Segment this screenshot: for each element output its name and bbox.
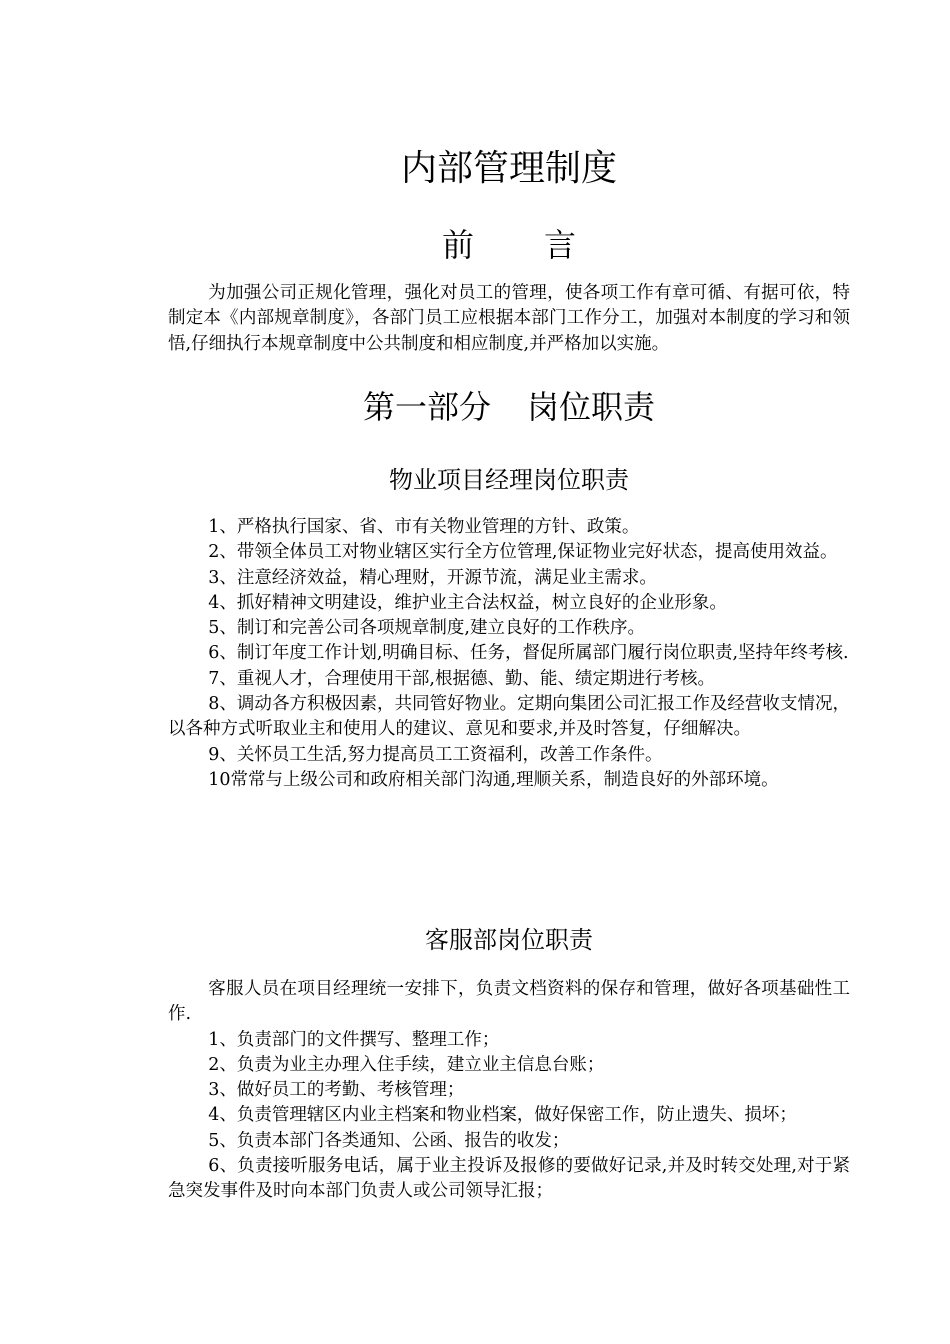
list-item: 2、带领全体员工对物业辖区实行全方位管理,保证物业完好状态，提高使用效益。	[208, 542, 838, 563]
part-one-heading-right: 岗位职责	[527, 388, 656, 426]
service-duty-list	[168, 977, 850, 1205]
list-item: 6、制订年度工作计划,明确目标、任务，督促所属部门履行岗位职责,坚持年终考核.	[208, 643, 849, 664]
list-item: 5、负责本部门各类通知、公函、报告的收发；	[208, 1130, 570, 1151]
list-item: 10常常与上级公司和政府相关部门沟通,理顺关系，制造良好的外部环境。	[208, 769, 779, 790]
preface-heading-left: 前	[441, 226, 474, 264]
document-title: 内部管理制度	[400, 148, 617, 189]
preface-heading-right: 言	[544, 226, 577, 264]
list-item: 1、严格执行国家、省、市有关物业管理的方针、政策。	[208, 517, 640, 537]
list-item: 3、做好员工的考勤、考核管理；	[208, 1080, 465, 1101]
preface-paragraph: 为加强公司正规化管理，强化对员工的管理，使各项工作有章可循、有据可依，特制定本《内部规章制度》，各部门员工应根据本部门工作分工，加强对本制度的学习和领悟,仔细执行本规章制度中公共制度和相应制度,并严格加以实施。	[168, 283, 850, 354]
list-item: 8、调动各方积极因素，共同管好物业。定期向集团公司汇报工作及经营收支情况，以各种方式听取业主和使用人的建议、意见和要求,并及时答复，仔细解决。	[168, 694, 850, 740]
part-one-heading	[168, 384, 850, 430]
list-item: 4、抓好精神文明建设，维护业主合法权益，树立良好的企业形象。	[208, 592, 727, 613]
list-item: 9、关怀员工生活,努力提高员工工资福利，改善工作条件。	[208, 744, 663, 765]
service-intro: 客服人员在项目经理统一安排下，负责文档资料的保存和管理，做好各项基础性工作.	[168, 979, 850, 1025]
list-item: 7、重视人才，合理使用干部,根据德、勤、能、绩定期进行考核。	[208, 668, 715, 689]
list-item: 2、负责为业主办理入住手续，建立业主信息台账；	[208, 1054, 605, 1075]
list-item: 4、负责管理辖区内业主档案和物业档案，做好保密工作，防止遗失、损坏；	[208, 1105, 797, 1126]
list-item: 5、制订和完善公司各项规章制度,建立良好的工作秩序。	[208, 618, 645, 639]
list-item: 1、负责部门的文件撰写、整理工作；	[208, 1029, 500, 1050]
preface-heading	[168, 222, 850, 268]
part-one-heading-left: 第一部分	[362, 388, 491, 426]
preface-body	[168, 281, 850, 357]
section-heading-service: 客服部岗位职责	[425, 926, 593, 954]
list-item: 6、负责接听服务电话，属于业主投诉及报修的要做好记录,并及时转交处理,对于紧急突发事件及时向本部门负责人或公司领导汇报；	[168, 1156, 850, 1202]
section-heading-manager: 物业项目经理岗位职责	[389, 466, 629, 494]
list-item: 3、注意经济效益，精心理财，开源节流，满足业主需求。	[208, 567, 657, 588]
manager-duty-list	[168, 515, 850, 793]
